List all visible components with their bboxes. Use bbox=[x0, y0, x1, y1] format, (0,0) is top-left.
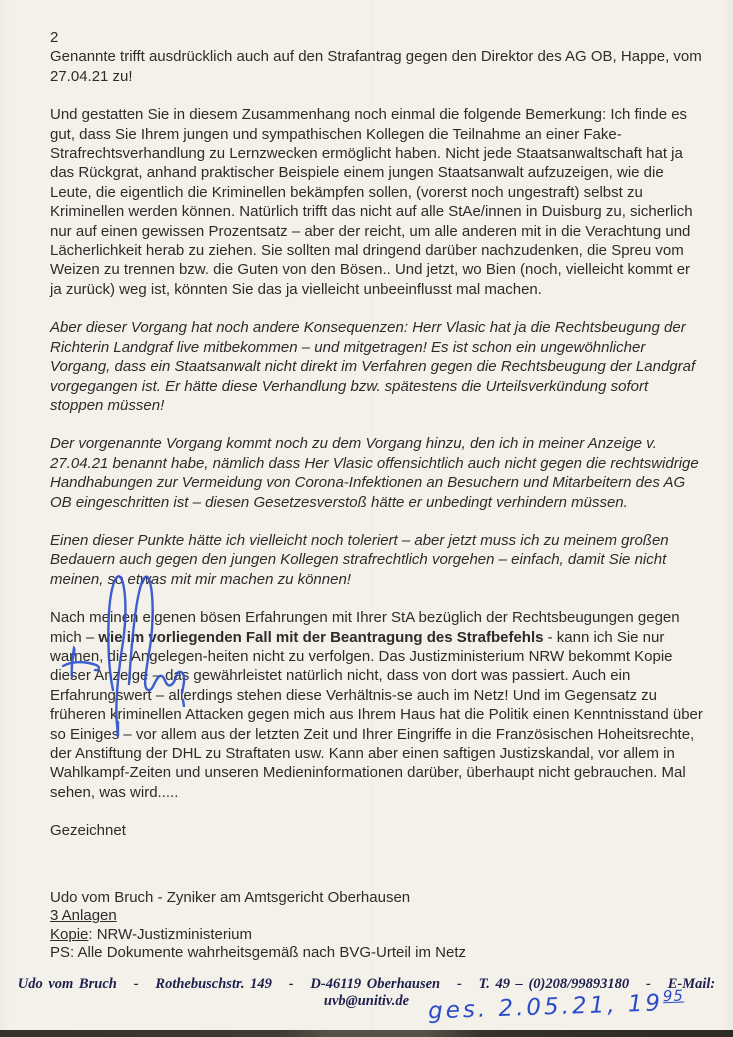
ps-line: PS: Alle Dokumente wahrheitsgemäß nach BVG-Urteil im Netz bbox=[50, 944, 466, 962]
footer-contact-line: Udo vom Bruch - Rothebuschstr. 149 - D-46119 Oberhausen - T. 49 – (0)208/99893180 - E-Mail: uvb@unitiv.de bbox=[17, 976, 716, 1009]
paragraph-konsequenzen: Aber dieser Vorgang hat noch andere Konsequenzen: Herr Vlasic hat ja die Rechtsbeugung der Richterin Landgraf live mitbekommen – und mitgetragen! Es ist schon ein ungewöhnlicher Vorgang, dass ein Staatsanwalt nicht direkt im Verfahren gegen die Rechtsbeugung der Landgraf vorgegangen ist. Er hätte diese Verhandlung bzw. spätestens die Urteilsverkündung sofort stoppen müssen! bbox=[50, 319, 696, 414]
scan-bottom-edge bbox=[0, 1030, 733, 1037]
paragraph-bedauern: Einen dieser Punkte hätte ich vielleicht noch toleriert – aber jetzt muss ich zu meinem großen Bedauern auch gegen den jungen Kollegen strafrechtlich vorgehen – einfach, damit Sie nicht meinen, so etwas mit mir machen zu können! bbox=[50, 531, 669, 588]
paragraph-bemerkung: Und gestatten Sie in diesem Zusammenhang noch einmal die folgende Bemerkung: Ich finde es gut, dass Sie Ihrem jungen und sympathischen Kollegen die Teilnahme an einer Fake-Strafrechtsverhandlung zu Lernzwecken ermöglicht haben. Nicht jede Staatsanwaltschaft hat ja das Rückgrat, anhand praktischer Beispiele einem jungen Staatsanwalt aufzuzeigen, wie die Leute, die eigentlich die Kriminellen bekämpfen sollen, (vorerst noch ungestraft) selbst zu Kriminellen werden können. Natürlich trifft das nicht auf alle StAe/innen in Duisburg zu, sicherlich nur auf einen gewissen Prozentsatz – aber der reicht, um alle anderen mit in die Verachtung und Lächerlichkeit herab zu ziehen. Sie sollten mal dringend darüber nachzudenken, die Spreu vom Weizen zu trennen bzw. die Guten von den Bösen.. Und jetzt, wo Bien (noch, vielleicht kommt er ja zurück) weg ist, könnten Sie das ja vielleicht unbeeinflusst mal machen. bbox=[50, 106, 693, 298]
handwritten-date-main: ges. 2.05.21, 19 bbox=[427, 990, 664, 1025]
signature-space bbox=[50, 841, 705, 889]
kopie-label: Kopie bbox=[50, 925, 89, 943]
sign-off-block bbox=[50, 889, 705, 963]
handwritten-time-superscript: 95 bbox=[662, 986, 685, 1006]
warnung-text-end: - kann ich Sie nur warnen, die Angelegen-heiten nicht zu verfolgen. Das Justizministerium NRW bekommt Kopie dieser Anzeige – das gewährleistet natürlich nicht, dass von dort was passiert. Auch ein Erfahrungswert – allerdings stehen diese Verhältnis-se auch im Netz! Und im Gegensatz zu früheren kriminellen Attacken gegen mich aus Ihrem Haus hat die Politik einen Kenntnisstand über so Einiges – vor allem aus der letzten Zeit und Ihrer Eingriffe in die Französischen Hoheitsrechte, der Anstiftung der DHL zu Straftaten usw. Kann aber einen saftigen Justizskandal, vor allem in Wahlkampf-Zeiten und unseren Medieninformationen darüber, überhaupt nicht gebrauchen. Mal sehen, was wird..... bbox=[50, 628, 703, 801]
signoff-name-line: Udo vom Bruch - Zyniker am Amtsgericht Oberhausen bbox=[50, 888, 411, 906]
paragraph-strafantrag: Genannte trifft ausdrücklich auch auf den Strafantrag gegen den Direktor des AG OB, Happe, vom 27.04.21 zu! bbox=[50, 48, 702, 85]
kopie-value: : NRW-Justizministerium bbox=[88, 925, 253, 943]
anlagen-line: 3 Anlagen bbox=[50, 907, 117, 925]
letter-body bbox=[50, 28, 705, 963]
page-number: 2 bbox=[50, 29, 59, 46]
paragraph-vorgang-anzeige: Der vorgenannte Vorgang kommt noch zu dem Vorgang hinzu, den ich in meiner Anzeige v. 27.04.21 benannt habe, nämlich dass Her Vlasic offensichtlich auch nicht gegen die rechtswidrige Handhabungen zur Vermeidung von Corona-Infektionen an Besuchern und Mitarbeitern des AG OB eingeschritten ist – diesen Gesetzesverstoß hätte er unbedingt verhindern müssen. bbox=[50, 435, 699, 511]
warnung-text-bold: wie im vorliegenden Fall mit der Beantragung des Strafbefehls bbox=[98, 628, 544, 646]
kopie-line bbox=[50, 926, 705, 945]
warnung-text-start: Nach meinen eigenen bösen Erfahrungen mit Ihrer StA bezüglich der Rechtsbeugungen gegen mich – bbox=[50, 609, 680, 646]
gezeichnet-label: Gezeichnet bbox=[50, 822, 126, 840]
paragraph-warnung bbox=[50, 608, 705, 802]
